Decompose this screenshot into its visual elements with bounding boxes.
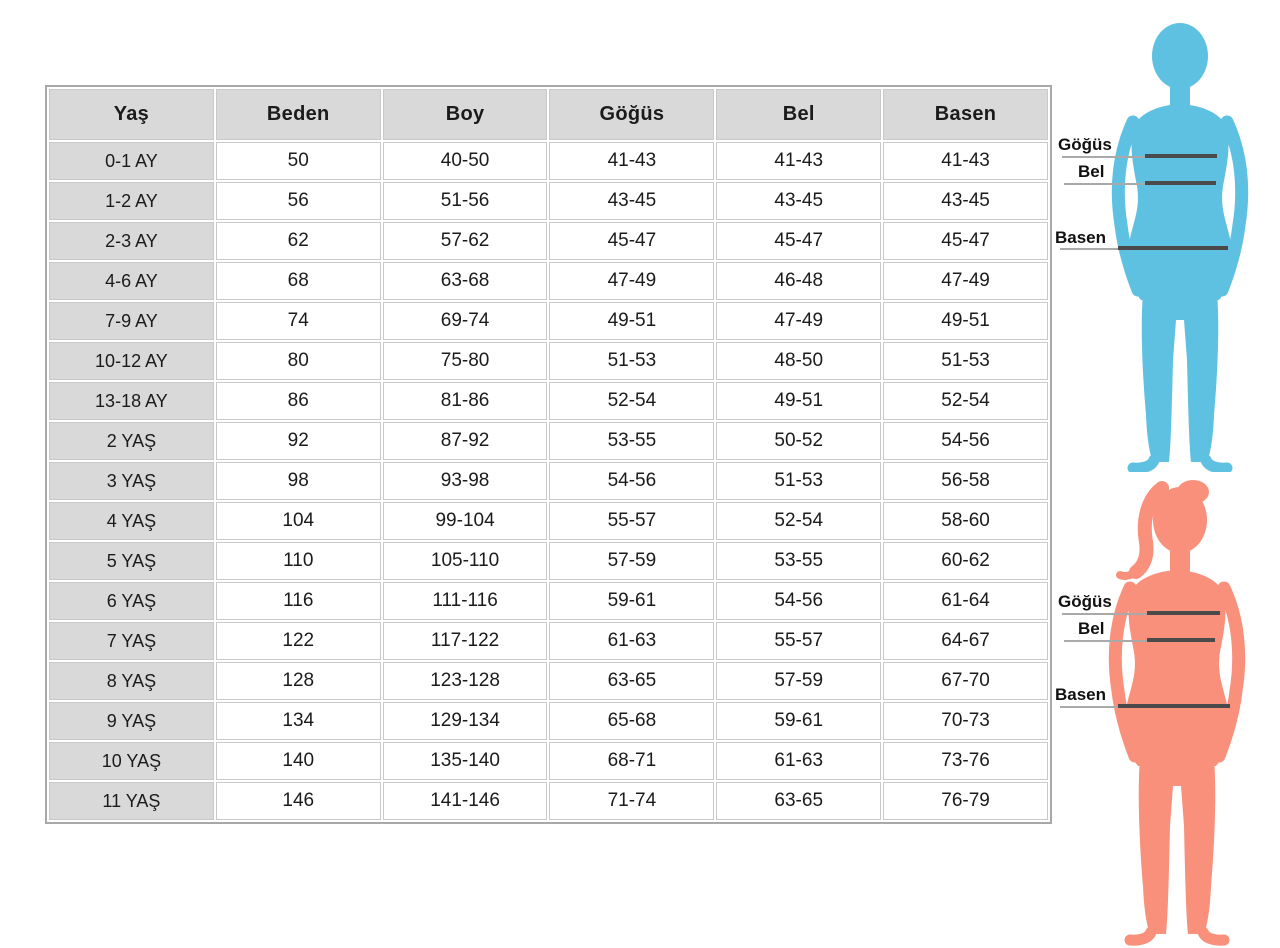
table-cell: 48-50 <box>716 342 881 380</box>
table-cell: 140 <box>216 742 381 780</box>
table-cell: 50-52 <box>716 422 881 460</box>
table-cell: 51-53 <box>883 342 1048 380</box>
table-cell: 87-92 <box>383 422 548 460</box>
table-row <box>49 182 1048 220</box>
table-cell: 47-49 <box>716 302 881 340</box>
table-cell: 49-51 <box>716 382 881 420</box>
row-header-age: 1-2 AY <box>49 182 214 220</box>
size-chart-table <box>45 85 1052 824</box>
table-cell: 68 <box>216 262 381 300</box>
table-cell: 74 <box>216 302 381 340</box>
table-cell: 53-55 <box>716 542 881 580</box>
table-cell: 122 <box>216 622 381 660</box>
column-header: Yaş <box>49 89 214 140</box>
row-header-age: 3 YAŞ <box>49 462 214 500</box>
table-cell: 52-54 <box>716 502 881 540</box>
figure-left-foot <box>1133 460 1154 468</box>
figure-neck <box>1170 544 1190 574</box>
table-row <box>49 622 1048 660</box>
column-header: Beden <box>216 89 381 140</box>
basen-measure-line-top <box>1118 246 1228 250</box>
table-cell: 56-58 <box>883 462 1048 500</box>
table-cell: 141-146 <box>383 782 548 820</box>
table-row <box>49 342 1048 380</box>
girl-silhouette-svg <box>1100 476 1260 946</box>
row-header-age: 4-6 AY <box>49 262 214 300</box>
table-cell: 51-56 <box>383 182 548 220</box>
table-cell: 92 <box>216 422 381 460</box>
table-row <box>49 262 1048 300</box>
table-cell: 58-60 <box>883 502 1048 540</box>
table-cell: 86 <box>216 382 381 420</box>
table-cell: 116 <box>216 582 381 620</box>
table-cell: 105-110 <box>383 542 548 580</box>
bel-measure-line-bottom <box>1147 638 1215 642</box>
girl-silhouette <box>1100 476 1260 946</box>
table-row <box>49 222 1048 260</box>
table-cell: 63-65 <box>549 662 714 700</box>
table-cell: 60-62 <box>883 542 1048 580</box>
row-header-age: 0-1 AY <box>49 142 214 180</box>
table-cell: 99-104 <box>383 502 548 540</box>
bel-label-top: Bel <box>1078 162 1105 181</box>
column-header: Basen <box>883 89 1048 140</box>
figure-ponytail-tip <box>1120 572 1136 576</box>
row-header-age: 10-12 AY <box>49 342 214 380</box>
table-cell: 57-59 <box>549 542 714 580</box>
table-cell: 43-45 <box>716 182 881 220</box>
row-header-age: 4 YAŞ <box>49 502 214 540</box>
row-header-age: 9 YAŞ <box>49 702 214 740</box>
basen-measure-line-bottom <box>1118 704 1230 708</box>
basen-label-top: Basen <box>1055 228 1107 247</box>
size-table <box>47 87 1050 822</box>
table-row <box>49 582 1048 620</box>
table-cell: 65-68 <box>549 702 714 740</box>
table-cell: 54-56 <box>716 582 881 620</box>
table-cell: 73-76 <box>883 742 1048 780</box>
table-cell: 61-63 <box>716 742 881 780</box>
table-cell: 98 <box>216 462 381 500</box>
table-cell: 47-49 <box>883 262 1048 300</box>
table-cell: 54-56 <box>883 422 1048 460</box>
table-cell: 49-51 <box>549 302 714 340</box>
table-cell: 41-43 <box>549 142 714 180</box>
table-cell: 59-61 <box>716 702 881 740</box>
table-cell: 56 <box>216 182 381 220</box>
table-cell: 55-57 <box>716 622 881 660</box>
table-cell: 52-54 <box>549 382 714 420</box>
row-header-age: 10 YAŞ <box>49 742 214 780</box>
figure-right-foot <box>1203 932 1224 940</box>
table-row <box>49 662 1048 700</box>
table-cell: 68-71 <box>549 742 714 780</box>
table-cell: 45-47 <box>549 222 714 260</box>
table-cell: 81-86 <box>383 382 548 420</box>
gogus-label-top: Göğüs <box>1058 135 1112 154</box>
row-header-age: 7-9 AY <box>49 302 214 340</box>
table-cell: 53-55 <box>549 422 714 460</box>
figure-legs <box>1142 292 1218 462</box>
table-cell: 54-56 <box>549 462 714 500</box>
table-cell: 93-98 <box>383 462 548 500</box>
column-header: Boy <box>383 89 548 140</box>
table-row <box>49 742 1048 780</box>
table-cell: 75-80 <box>383 342 548 380</box>
table-cell: 104 <box>216 502 381 540</box>
column-header: Göğüs <box>549 89 714 140</box>
figure-legs <box>1139 758 1215 934</box>
table-cell: 61-64 <box>883 582 1048 620</box>
row-header-age: 2 YAŞ <box>49 422 214 460</box>
table-cell: 55-57 <box>549 502 714 540</box>
figure-hair-puff <box>1177 480 1209 504</box>
table-cell: 47-49 <box>549 262 714 300</box>
table-cell: 70-73 <box>883 702 1048 740</box>
table-cell: 52-54 <box>883 382 1048 420</box>
table-cell: 110 <box>216 542 381 580</box>
bel-measure-line-top <box>1145 181 1216 185</box>
table-cell: 49-51 <box>883 302 1048 340</box>
table-cell: 46-48 <box>716 262 881 300</box>
row-header-age: 11 YAŞ <box>49 782 214 820</box>
row-header-age: 8 YAŞ <box>49 662 214 700</box>
table-cell: 129-134 <box>383 702 548 740</box>
table-cell: 57-62 <box>383 222 548 260</box>
basen-label-bottom: Basen <box>1055 685 1107 704</box>
table-row <box>49 302 1048 340</box>
table-cell: 50 <box>216 142 381 180</box>
table-cell: 63-65 <box>716 782 881 820</box>
table-cell: 128 <box>216 662 381 700</box>
table-cell: 62 <box>216 222 381 260</box>
table-cell: 64-67 <box>883 622 1048 660</box>
gogus-measure-line-bottom <box>1147 611 1220 615</box>
table-cell: 41-43 <box>716 142 881 180</box>
table-row <box>49 422 1048 460</box>
table-cell: 69-74 <box>383 302 548 340</box>
row-header-age: 6 YAŞ <box>49 582 214 620</box>
table-cell: 43-45 <box>549 182 714 220</box>
table-cell: 51-53 <box>716 462 881 500</box>
table-cell: 51-53 <box>549 342 714 380</box>
table-cell: 146 <box>216 782 381 820</box>
table-cell: 123-128 <box>383 662 548 700</box>
table-cell: 135-140 <box>383 742 548 780</box>
table-cell: 134 <box>216 702 381 740</box>
row-header-age: 13-18 AY <box>49 382 214 420</box>
table-cell: 41-43 <box>883 142 1048 180</box>
figure-torso <box>1128 104 1233 300</box>
table-header-row <box>49 89 1048 140</box>
table-row <box>49 782 1048 820</box>
table-cell: 63-68 <box>383 262 548 300</box>
table-cell: 45-47 <box>716 222 881 260</box>
table-row <box>49 702 1048 740</box>
row-header-age: 5 YAŞ <box>49 542 214 580</box>
figure-right-foot <box>1206 460 1227 468</box>
table-cell: 61-63 <box>549 622 714 660</box>
table-row <box>49 502 1048 540</box>
table-cell: 117-122 <box>383 622 548 660</box>
table-row <box>49 542 1048 580</box>
gogus-measure-line-top <box>1145 154 1217 158</box>
row-header-age: 2-3 AY <box>49 222 214 260</box>
table-cell: 80 <box>216 342 381 380</box>
column-header: Bel <box>716 89 881 140</box>
figure-torso <box>1125 570 1230 766</box>
row-header-age: 7 YAŞ <box>49 622 214 660</box>
bel-label-bottom: Bel <box>1078 619 1105 638</box>
table-cell: 45-47 <box>883 222 1048 260</box>
gogus-label-bottom: Göğüs <box>1058 592 1112 611</box>
table-cell: 43-45 <box>883 182 1048 220</box>
figure-left-foot <box>1130 932 1151 940</box>
table-row <box>49 462 1048 500</box>
table-row <box>49 142 1048 180</box>
table-cell: 57-59 <box>716 662 881 700</box>
table-row <box>49 382 1048 420</box>
table-cell: 59-61 <box>549 582 714 620</box>
table-cell: 67-70 <box>883 662 1048 700</box>
table-cell: 111-116 <box>383 582 548 620</box>
table-cell: 76-79 <box>883 782 1048 820</box>
table-cell: 71-74 <box>549 782 714 820</box>
table-cell: 40-50 <box>383 142 548 180</box>
